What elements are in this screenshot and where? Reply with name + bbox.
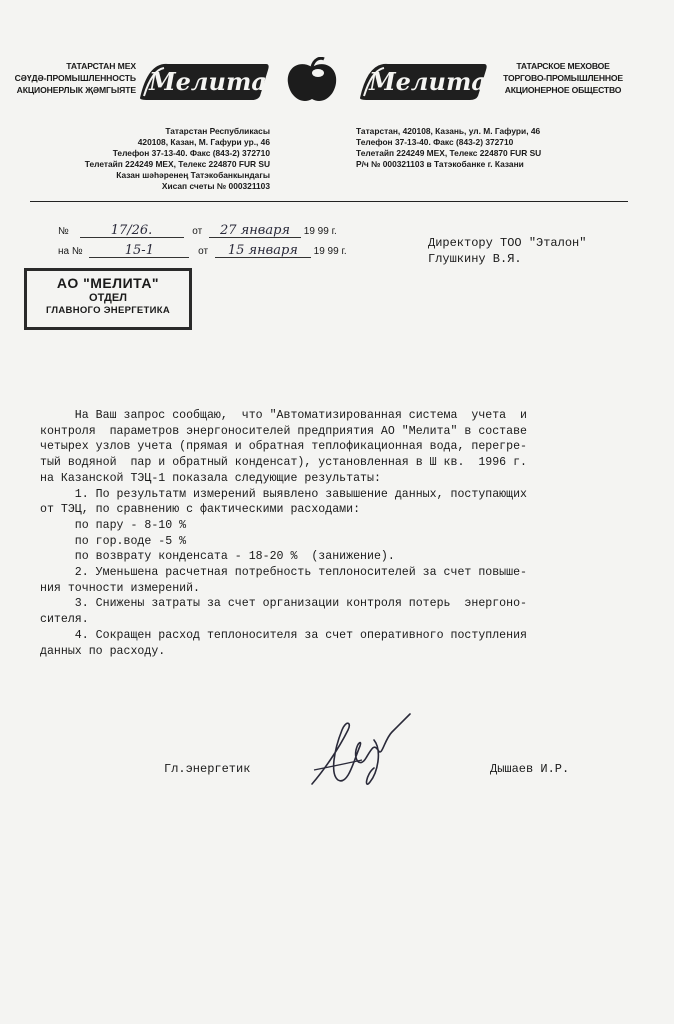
- header-divider: [30, 201, 628, 202]
- org-name-tatar: [0, 60, 136, 96]
- logo-text: Мелита: [149, 67, 267, 96]
- letter-body: [40, 408, 640, 659]
- body-line: ния точности измерений.: [40, 581, 201, 595]
- address-line: Телефон 37-13-40. Факс (843-2) 372710: [356, 137, 514, 147]
- body-line: 4. Сокращен расход теплоносителя за счет оперативного поступления: [40, 628, 528, 642]
- stamp-line: ГЛАВНОГО ЭНЕРГЕТИКА: [45, 305, 171, 316]
- body-line: по гор.воде -5 %: [40, 534, 187, 548]
- address-line: Телефон 37-13-40. Факс (843-2) 372710: [112, 148, 270, 158]
- outgoing-date: 27 января: [209, 224, 301, 238]
- address-tatar: [20, 126, 270, 192]
- org-name-russian: [488, 60, 638, 96]
- body-line: 1. По результатм измерений выявлено завышение данных, поступающих: [40, 487, 528, 501]
- body-line: четырех узлов учета (прямая и обратная теплофикационная вода, перегре-: [40, 440, 528, 454]
- body-line: На Ваш запрос сообщаю, что "Автоматизированная система учета и: [40, 409, 528, 422]
- address-line: Хисап счеты № 000321103: [161, 181, 270, 191]
- body-line: 3. Снижены затраты за счет организации контроля потерь энергоно-: [40, 597, 528, 611]
- body-line: данных по расходу.: [40, 644, 166, 658]
- stamp-line: ОТДЕЛ: [89, 292, 127, 304]
- outgoing-number-line: [58, 224, 337, 238]
- address-line: 420108, Казан, М. Гафури ур., 46: [137, 137, 270, 147]
- address-russian: [356, 126, 636, 170]
- org-name-line: ТАТАРСКОЕ МЕХОВОЕ: [516, 61, 610, 71]
- apple-emblem-icon: [284, 57, 340, 105]
- reply-number-line: [58, 244, 347, 258]
- reply-number: 15-1: [89, 244, 189, 258]
- address-line: Татарстан, 420108, Казань, ул. М. Гафури, 46: [356, 126, 541, 136]
- reply-year-label: 19 99 г.: [313, 246, 347, 257]
- stamp-line: АО "МЕЛИТА": [56, 275, 160, 291]
- reply-date: 15 января: [215, 244, 311, 258]
- address-line: Телетайп 224249 МЕХ, Телекс 224870 FUR SU: [356, 148, 542, 158]
- department-stamp: [24, 268, 192, 330]
- body-line: на Казанской ТЭЦ-1 показала следующие результаты:: [40, 471, 381, 485]
- outgoing-number: 17/26.: [80, 224, 184, 238]
- handwritten-signature: [304, 710, 416, 796]
- address-line: Казан шәһәренең Татэкобанкындагы: [116, 170, 270, 180]
- reply-date-label: от: [198, 246, 209, 257]
- body-line: по пару - 8-10 %: [40, 518, 187, 532]
- date-label: от: [192, 226, 203, 237]
- org-name-line: АКЦИОНЕРЛЫК ҖӘМГЫЯТЕ: [16, 85, 136, 95]
- org-name-line: ТАТАРСТАН МЕХ: [66, 61, 136, 71]
- org-name-line: АКЦИОНЕРНОЕ ОБЩЕСТВО: [504, 85, 622, 95]
- addressee-line: Директору ТОО "Эталон": [428, 236, 587, 250]
- body-line: тый водяной пар и обратный конденсат), установленная в Ш кв. 1996 г.: [40, 456, 528, 470]
- address-line: Р/ч № 000321103 в Татэкобанке г. Казани: [356, 159, 524, 169]
- signatory-name: Дышаев И.Р.: [490, 762, 570, 776]
- number-label: №: [58, 226, 69, 237]
- addressee: [428, 235, 586, 267]
- body-line: сителя.: [40, 613, 89, 627]
- address-line: Татарстан Республикасы: [165, 126, 270, 136]
- body-line: 2. Уменьшена расчетная потребность теплоносителей за счет повыше-: [40, 566, 528, 580]
- address-line: Телетайп 224249 МЕХ, Телекс 224870 FUR SU: [84, 159, 270, 169]
- logo-text: Мелита: [369, 67, 487, 96]
- org-name-line: СӘҮДӘ-ПРОМЫШЛЕННОСТЬ: [14, 73, 136, 83]
- signatory-position: Гл.энергетик: [164, 762, 251, 776]
- reply-number-label: на №: [58, 246, 83, 257]
- body-line: от ТЭЦ, по сравнению с фактическими расходами:: [40, 503, 361, 517]
- melita-logo-left: [138, 56, 272, 102]
- body-line: контроля параметров энергоносителей предприятия АО "Мелита" в составе: [40, 424, 528, 438]
- melita-logo-right: [358, 56, 490, 102]
- body-line: по возврату конденсата - 18-20 % (занижение).: [40, 550, 395, 564]
- addressee-line: Глушкину В.Я.: [428, 252, 522, 266]
- year-label: 19 99 г.: [303, 226, 337, 237]
- org-name-line: ТОРГОВО-ПРОМЫШЛЕННОЕ: [503, 73, 623, 83]
